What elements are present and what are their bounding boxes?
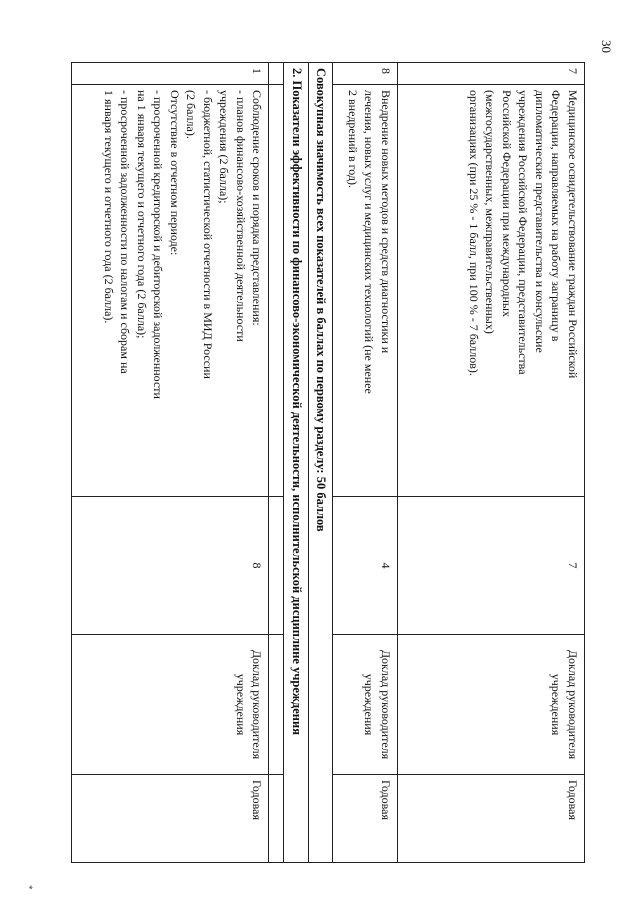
indicator-period: Годовая — [333, 775, 398, 863]
indicator-line: 1 января текущего и отчетного года (2 балла). — [101, 90, 116, 324]
spacer-cell — [269, 85, 284, 497]
indicator-line: Федерации, направляемых на работу заграницу в — [549, 90, 564, 342]
indicator-line: - просроченной кредиторской и дебиторской задолженности — [151, 90, 166, 399]
total-row — [308, 63, 332, 863]
indicator-line: учреждения Российской Федерации, представительства — [516, 90, 531, 375]
indicator-line: 2 внедрений в год). — [345, 90, 360, 188]
indicator-line: - бюджетной, статистической отчетности в МИД России — [200, 90, 215, 379]
indicator-name — [398, 85, 585, 497]
spacer-row — [269, 63, 284, 863]
indicator-line: (2 балла). — [184, 90, 199, 139]
table-row — [398, 63, 585, 863]
spacer-cell — [269, 497, 284, 635]
table-row — [72, 63, 269, 863]
indicator-score: 4 — [333, 497, 398, 635]
row-number: 7 — [398, 63, 585, 85]
indicator-name — [333, 85, 398, 497]
section-header-row — [284, 63, 308, 863]
indicator-line: учреждения (2 балла); — [217, 90, 232, 204]
indicator-line: - просроченной задолженности по налогам и сборам на — [118, 90, 133, 374]
indicator-line: - планов финансово-хозяйственной деятельности — [233, 90, 248, 342]
indicator-source: Доклад руководителя учреждения — [333, 635, 398, 775]
indicators-table-wrapper — [65, 62, 585, 862]
spacer-cell — [269, 635, 284, 775]
indicator-period: Годовая — [398, 775, 585, 863]
section-2-title: 2. Показатели эффективности по финансово-экономической деятельности, исполнительской дисциплине учреждения — [284, 63, 308, 863]
indicators-table — [72, 62, 586, 863]
indicator-line: лечения, новых услуг и медицинских технологий (не менее — [362, 90, 377, 394]
spacer-cell — [269, 63, 284, 85]
indicator-source: Доклад руководителя учреждения — [398, 635, 585, 775]
indicator-score: 7 — [398, 497, 585, 635]
indicator-name — [72, 85, 269, 497]
indicator-line: на 1 января текущего и отчетного года (2 балла); — [134, 90, 149, 339]
table-row — [333, 63, 398, 863]
total-score-text: Совокупная значимость всех показателей в баллах по первому разделу: 50 баллов — [308, 63, 332, 863]
scan-mark: * — [24, 885, 34, 890]
page-number: 30 — [599, 40, 614, 53]
spacer-cell — [269, 775, 284, 863]
row-number: 1 — [72, 63, 269, 85]
indicator-line: Российской Федерации при международных — [499, 90, 514, 317]
indicator-score: 8 — [72, 497, 269, 635]
indicator-source: Доклад руководителя учреждения — [72, 635, 269, 775]
indicator-line: Соблюдение сроков и порядка представления: — [250, 90, 265, 326]
indicator-line: Отсутствие в отчетном периоде: — [167, 90, 182, 256]
indicator-line: Внедрение новых методов и средств диагностики и — [379, 90, 393, 354]
indicator-line: (межгосударственных, межправительственных) — [483, 90, 498, 334]
indicator-period: Годовая — [72, 775, 269, 863]
row-number: 8 — [333, 63, 398, 85]
indicator-line: организациях (при 25 % - 1 балл, при 100 % - 7 баллов). — [466, 90, 481, 376]
indicator-line: дипломатические представительства и консульские — [532, 90, 547, 353]
indicator-line: Медицинское освидетельствование граждан Российской — [566, 90, 580, 379]
